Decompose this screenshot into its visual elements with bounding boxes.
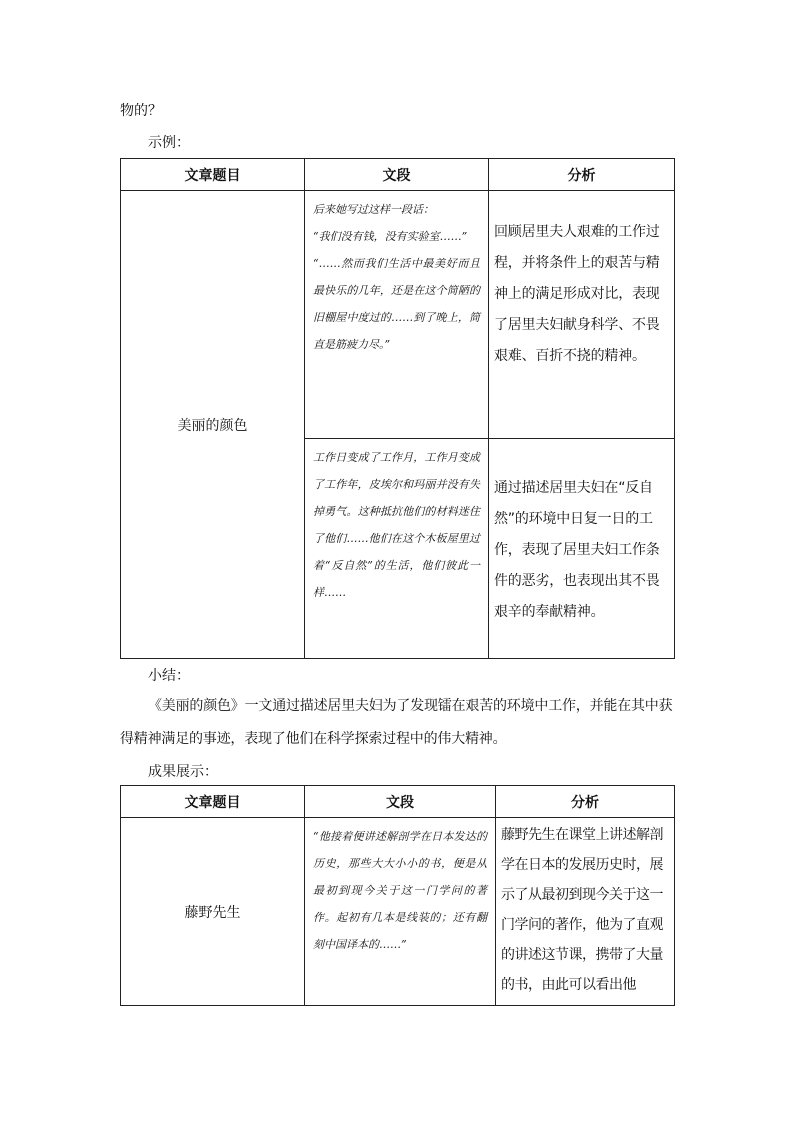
analysis-text: 回顾居里夫人艰难的工作过程，并将条件上的艰苦与精神上的满足形成对比，表现了居里夫妇献身科学、不畏艰难、百折不挠的精神。 xyxy=(494,224,660,364)
passage-line: “……然而我们生活中最美好而且最快乐的几年，还是在这个简陋的旧棚屋中度过的……到了晚上，简直是筋疲力尽。” xyxy=(313,257,480,351)
header-analysis: 分析 xyxy=(496,786,675,818)
results-label: 成果展示： xyxy=(148,764,218,780)
table-header-row xyxy=(121,159,675,191)
passage-cell xyxy=(305,818,496,1006)
analysis-cell xyxy=(496,818,675,1006)
passage-cell xyxy=(305,439,489,659)
header-passage: 文段 xyxy=(305,786,496,818)
passage-line: 工作日变成了工作月，工作月变成了工作年，皮埃尔和玛丽并没有失掉勇气。这种抵抗他们的材料迷住了他们……他们在这个木板屋里过着“反自然”的生活，他们彼此一样…… xyxy=(313,451,480,599)
header-title: 文章题目 xyxy=(121,159,305,191)
results-table xyxy=(120,785,675,1006)
passage-line: “我们没有钱，没有实验室……” xyxy=(313,230,468,243)
analysis-text: 藤野先生在课堂上讲述解剖学在日本的发展历史时，展示了从最初到现今关于这一门学问的著作，他为了直观的讲述这节课，携带了大量的书，由此可以看出他 xyxy=(501,827,663,993)
summary-text: 《美丽的颜色》一文通过描述居里夫妇为了发现镭在艰苦的环境中工作，并能在其中获得精神满足的事迹，表现了他们在科学探索过程中的伟大精神。 xyxy=(120,698,673,747)
header-title: 文章题目 xyxy=(121,786,305,818)
article-title: 美丽的颜色 xyxy=(121,191,305,659)
example-label: 示例： xyxy=(148,135,190,151)
header-analysis: 分析 xyxy=(489,159,675,191)
analysis-cell xyxy=(489,439,675,659)
example-table xyxy=(120,158,675,659)
table-header-row xyxy=(121,786,675,818)
passage-line: 后来她写过这样一段话： xyxy=(313,203,434,216)
table-row xyxy=(121,191,675,439)
summary-label: 小结： xyxy=(148,668,190,684)
header-passage: 文段 xyxy=(305,159,489,191)
table-row xyxy=(121,818,675,1006)
intro-fragment: 物的？ xyxy=(120,103,162,119)
passage-text: “他接着便讲述解剖学在日本发达的历史，那些大大小小的书，便是从最初到现今关于这一门学问的著作。起初有几本是线装的；还有翻刻中国译本的……” xyxy=(313,830,487,951)
passage-cell xyxy=(305,191,489,439)
article-title: 藤野先生 xyxy=(121,818,305,1006)
analysis-cell xyxy=(489,191,675,439)
analysis-text: 通过描述居里夫妇在“反自然”的环境中日复一日的工作，表现了居里夫妇工作条件的恶劣，也表现出其不畏艰辛的奉献精神。 xyxy=(494,480,660,620)
